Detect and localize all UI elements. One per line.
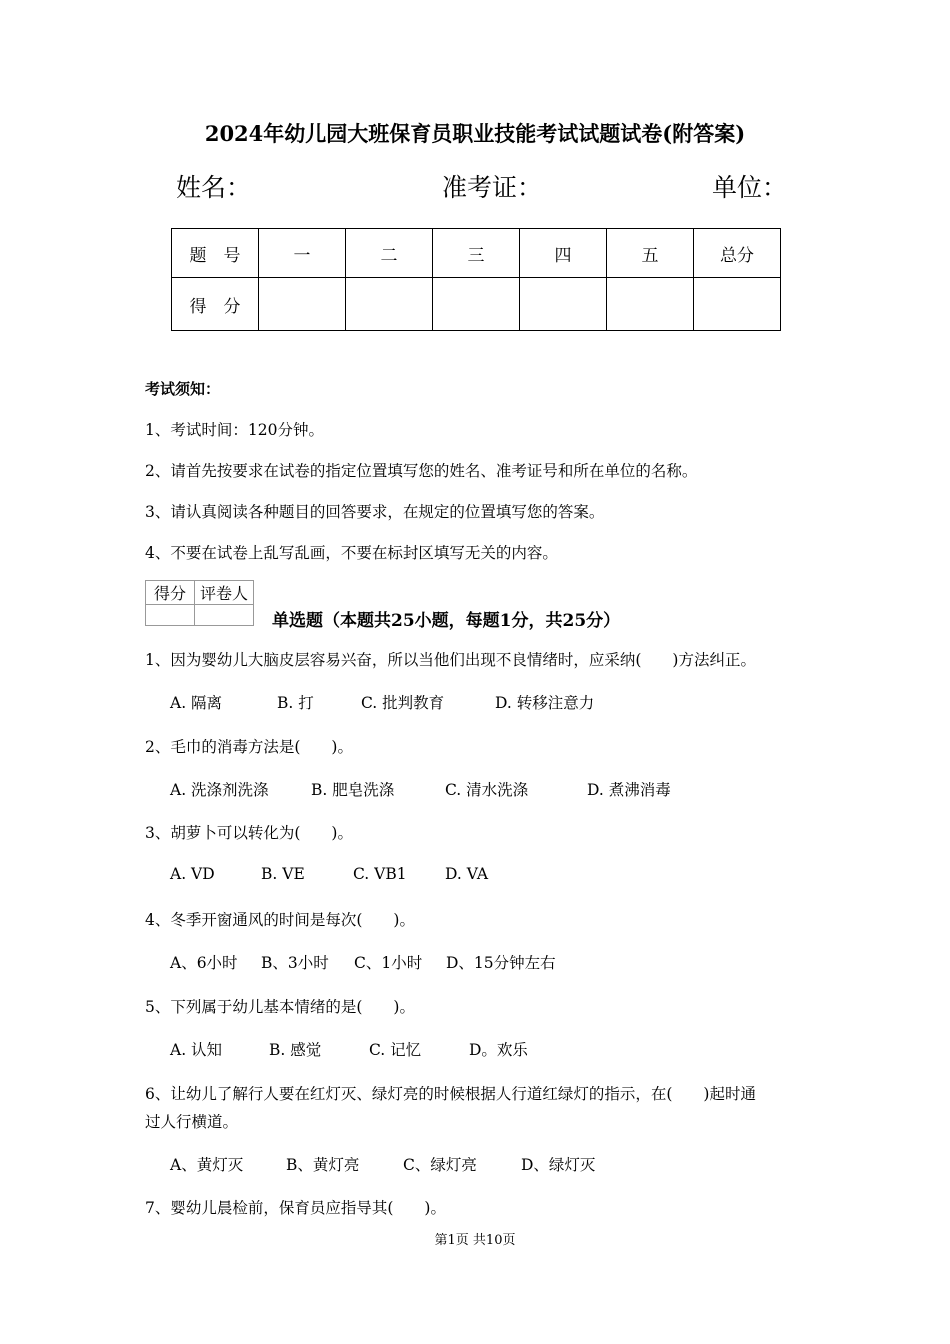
score-table-header-cell: 题 号: [172, 229, 259, 278]
question-options: [170, 1038, 528, 1060]
score-cell[interactable]: [694, 278, 781, 331]
option[interactable]: C. 批判教育: [361, 694, 445, 712]
option[interactable]: B、黄灯亮: [286, 1156, 360, 1174]
score-table-header-cell: 总分: [694, 229, 781, 278]
score-table-header-cell: 三: [433, 229, 520, 278]
option[interactable]: D. 转移注意力: [495, 694, 595, 712]
notice-item: 4、不要在试卷上乱写乱画，不要在标封区填写无关的内容。: [145, 544, 558, 562]
question-text: 2、毛巾的消毒方法是( )。: [145, 738, 353, 756]
option[interactable]: B. 感觉: [269, 1041, 322, 1059]
grader-name-cell[interactable]: [195, 605, 254, 626]
option[interactable]: B. 肥皂洗涤: [311, 781, 395, 799]
question-text: 5、下列属于幼儿基本情绪的是( )。: [145, 998, 415, 1016]
question-options: [170, 865, 488, 883]
option[interactable]: B、3小时: [261, 954, 329, 972]
score-table-header-cell: 五: [607, 229, 694, 278]
option[interactable]: D、15分钟左右: [446, 954, 556, 972]
option[interactable]: D、绿灯灭: [521, 1156, 596, 1174]
grader-name-label: 评卷人: [195, 581, 254, 605]
notice-item: 2、请首先按要求在试卷的指定位置填写您的姓名、准考证号和所在单位的名称。: [145, 462, 698, 480]
unit-label: 单位：: [712, 173, 788, 202]
question-text: 1、因为婴幼儿大脑皮层容易兴奋，所以当他们出现不良情绪时，应采纳( )方法纠正。: [145, 651, 756, 669]
section-heading: 单选题（本题共25小题，每题1分，共25分）: [272, 611, 621, 631]
option[interactable]: B. VE: [261, 865, 305, 883]
score-cell[interactable]: [433, 278, 520, 331]
option[interactable]: B. 打: [277, 694, 314, 712]
grader-score-cell[interactable]: [146, 605, 195, 626]
notice-item: 1、考试时间：120分钟。: [145, 421, 324, 439]
page-footer: 第1页 共10页: [434, 1233, 516, 1248]
score-cell[interactable]: [346, 278, 433, 331]
option[interactable]: A. VD: [170, 865, 215, 883]
name-label: 姓名：: [176, 173, 252, 202]
option[interactable]: A. 认知: [170, 1041, 223, 1059]
score-cell[interactable]: [520, 278, 607, 331]
option[interactable]: D. VA: [445, 865, 489, 883]
score-cell[interactable]: [259, 278, 346, 331]
score-cell[interactable]: [607, 278, 694, 331]
option[interactable]: A、黄灯灭: [170, 1156, 244, 1174]
option[interactable]: A. 洗涤剂洗涤: [170, 781, 269, 799]
score-table-header-cell: 一: [259, 229, 346, 278]
option[interactable]: A. 隔离: [170, 694, 223, 712]
question-text: 7、婴幼儿晨检前，保育员应指导其( )。: [145, 1199, 446, 1217]
score-table-header-cell: 四: [520, 229, 607, 278]
question-options: [170, 951, 556, 973]
option[interactable]: A、6小时: [170, 954, 238, 972]
option[interactable]: C. 记忆: [369, 1041, 422, 1059]
score-table: [171, 228, 781, 331]
question-text-continued: 过人行横道。: [145, 1113, 239, 1131]
question-text: 6、让幼儿了解行人要在红灯灭、绿灯亮的时候根据人行道红绿灯的指示，在( )起时通: [145, 1085, 756, 1103]
score-table-header-row: [172, 229, 781, 278]
grader-score-label: 得分: [146, 581, 195, 605]
page-title: 2024年幼儿园大班保育员职业技能考试试题试卷(附答案): [204, 121, 746, 146]
score-table-header-cell: 二: [346, 229, 433, 278]
option[interactable]: D. 煮沸消毒: [587, 781, 671, 799]
option[interactable]: D。欢乐: [469, 1041, 528, 1059]
notice-item: 3、请认真阅读各种题目的回答要求，在规定的位置填写您的答案。: [145, 503, 605, 521]
question-options: [170, 691, 594, 713]
score-table-score-row: [172, 278, 781, 331]
question-options: [170, 778, 671, 800]
option[interactable]: C. 清水洗涤: [445, 781, 529, 799]
option[interactable]: C. VB1: [353, 865, 407, 883]
notice-heading: 考试须知：: [145, 380, 221, 398]
score-row-label: 得 分: [172, 278, 259, 331]
question-text: 4、冬季开窗通风的时间是每次( )。: [145, 911, 415, 929]
question-options: [170, 1153, 595, 1175]
option[interactable]: C、绿灯亮: [403, 1156, 477, 1174]
option[interactable]: C、1小时: [354, 954, 423, 972]
question-text: 3、胡萝卜可以转化为( )。: [145, 824, 353, 842]
exam-number-label: 准考证：: [442, 173, 543, 202]
grader-box: [145, 580, 254, 626]
